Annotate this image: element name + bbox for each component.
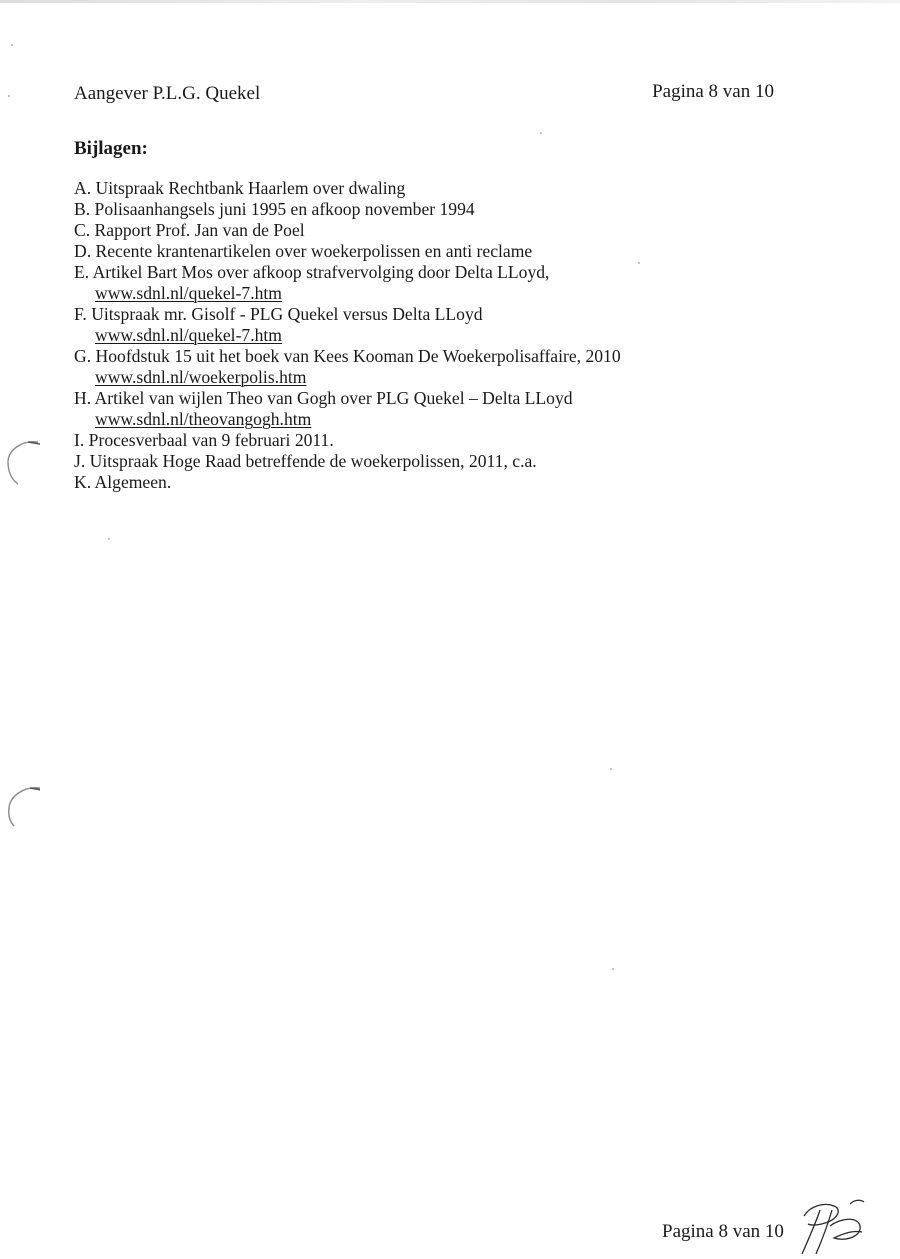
scan-edge	[0, 0, 900, 3]
list-item-text: Artikel van wijlen Theo van Gogh over PLG Quekel – Delta LLoyd	[94, 388, 573, 408]
list-item	[74, 451, 621, 472]
attachment-link[interactable]: www.sdnl.nl/quekel-7.htm	[95, 283, 282, 303]
list-item-letter: J.	[74, 451, 86, 471]
scan-speck	[610, 768, 612, 770]
list-item	[74, 178, 621, 199]
list-item-text: Uitspraak Rechtbank Haarlem over dwaling	[95, 178, 406, 198]
list-item-text: Algemeen.	[94, 472, 172, 492]
list-item-letter: B.	[74, 199, 91, 219]
list-item	[74, 388, 621, 430]
list-item-letter: K.	[74, 472, 92, 492]
list-item-text: Recente krantenartikelen over woekerpolissen en anti reclame	[95, 241, 533, 261]
list-item-text: Rapport Prof. Jan van de Poel	[94, 220, 305, 240]
list-item-text: Procesverbaal van 9 februari 2011.	[88, 430, 334, 450]
list-item-letter: E.	[74, 262, 90, 282]
list-item-text: Hoofdstuk 15 uit het boek van Kees Kooman De Woekerpolisaffaire, 2010	[95, 346, 621, 366]
list-item-text: Artikel Bart Mos over afkoop strafvervolging door Delta LLoyd,	[92, 262, 550, 282]
list-item-letter: A.	[74, 178, 92, 198]
punch-hole-icon	[0, 432, 40, 492]
scan-speck	[11, 44, 13, 46]
list-item-text: Uitspraak Hoge Raad betreffende de woekerpolissen, 2011, c.a.	[89, 451, 537, 471]
list-item-letter: H.	[74, 388, 92, 408]
page-indicator-header: Pagina 8 van 10	[652, 81, 774, 102]
list-item	[74, 262, 621, 304]
list-item	[74, 199, 621, 220]
list-item	[74, 346, 621, 388]
list-item-text: Polisaanhangsels juni 1995 en afkoop november 1994	[94, 199, 475, 219]
list-item	[74, 472, 621, 493]
scan-speck	[108, 538, 110, 540]
list-item-letter: I.	[74, 430, 85, 450]
attachment-link[interactable]: www.sdnl.nl/quekel-7.htm	[95, 325, 282, 345]
scan-speck	[540, 132, 542, 134]
list-item	[74, 241, 621, 262]
list-item-letter: G.	[74, 346, 92, 366]
list-item	[74, 304, 621, 346]
attachments-list	[74, 178, 621, 493]
attachment-link[interactable]: www.sdnl.nl/theovangogh.htm	[95, 409, 312, 429]
scan-speck	[638, 262, 640, 264]
attachments-heading: Bijlagen:	[74, 138, 148, 159]
list-item	[74, 220, 621, 241]
list-item-letter: F.	[74, 304, 87, 324]
scan-speck	[8, 95, 10, 97]
punch-hole-icon	[0, 780, 40, 840]
declarant-header: Aangever P.L.G. Quekel	[74, 83, 261, 104]
list-item-text: Uitspraak mr. Gisolf - PLG Quekel versus Delta LLoyd	[91, 304, 483, 324]
list-item	[74, 430, 621, 451]
page-indicator-footer: Pagina 8 van 10	[662, 1221, 784, 1242]
attachment-link[interactable]: www.sdnl.nl/woekerpolis.htm	[95, 367, 307, 387]
signature-icon	[790, 1196, 870, 1259]
list-item-letter: C.	[74, 220, 91, 240]
scan-speck	[612, 968, 614, 970]
list-item-letter: D.	[74, 241, 92, 261]
